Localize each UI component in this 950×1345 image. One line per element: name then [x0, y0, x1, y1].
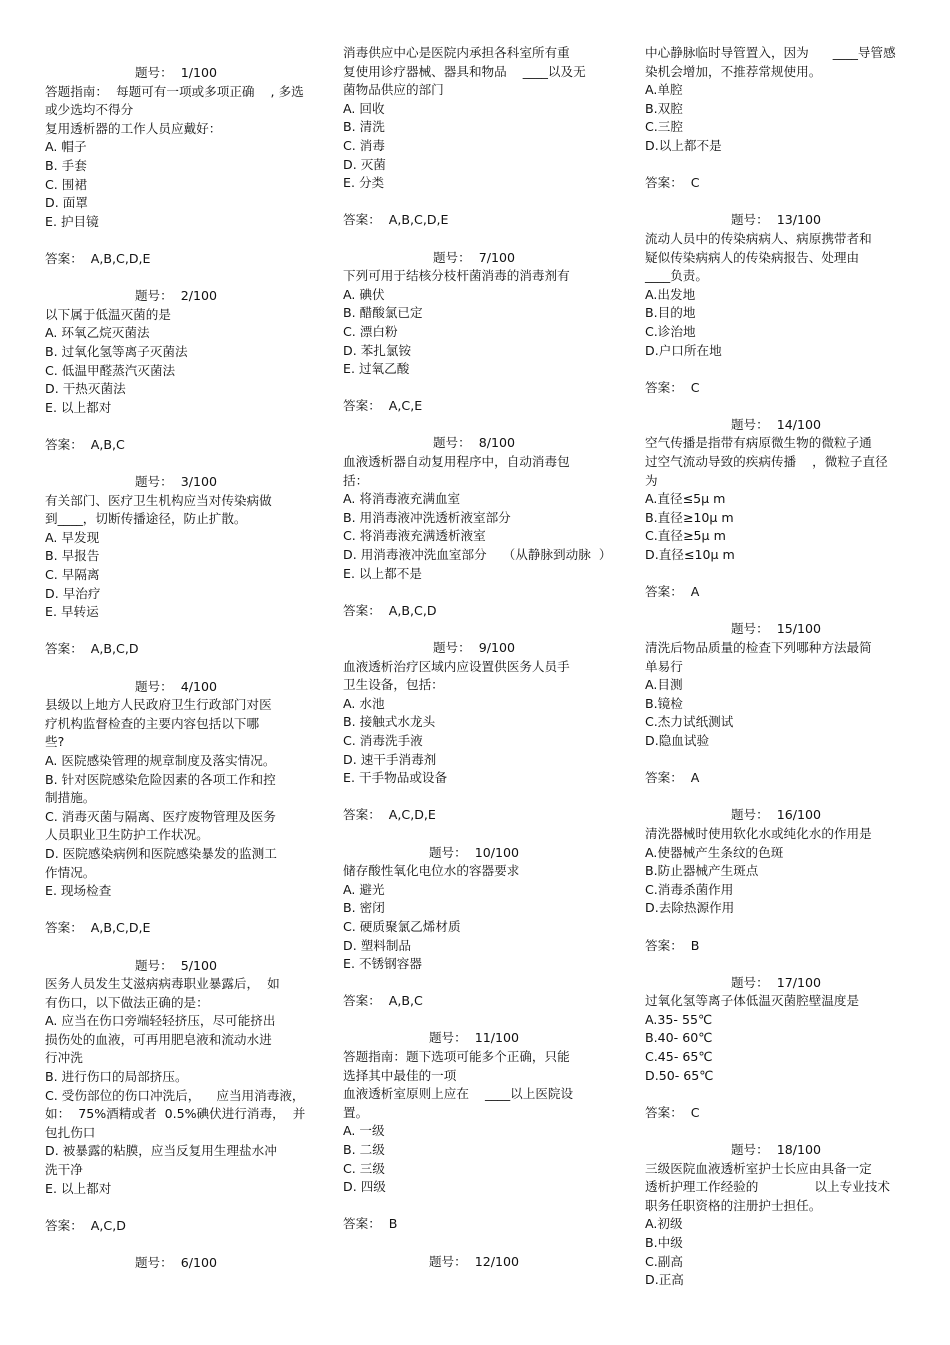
answer-line: 答案： C	[645, 1104, 700, 1120]
column-left	[45, 64, 307, 1273]
blank-line	[343, 193, 605, 212]
question-number: 题号： 7/100	[432, 249, 516, 265]
question-number: 题号： 16/100	[730, 807, 822, 823]
text-line: 括：	[343, 472, 369, 488]
text-line: 复用透析器的工作人员应戴好：	[45, 120, 222, 136]
text-line: 到____，切断传播途径，防止扩散。	[45, 511, 247, 527]
option-line: C.直径≥5μ m	[645, 528, 726, 544]
option-line: D. 医院感染病例和医院感染暴发的监测工	[45, 845, 277, 861]
blank-line	[343, 416, 605, 435]
blank-line	[645, 360, 907, 379]
option-line: B. 用消毒液冲洗透析液室部分	[343, 509, 511, 525]
option-line: E. 护目镜	[45, 213, 99, 229]
option-line: E. 不锈钢容器	[343, 956, 422, 972]
option-line: A.直径≤5μ m	[645, 491, 726, 507]
option-line: E. 现场检查	[45, 883, 112, 899]
text-line: 疑似传染病病人的传染病报告、处理由	[645, 249, 860, 265]
blank-line	[645, 565, 907, 584]
option-line: B. 过氧化氢等离子灭菌法	[45, 343, 188, 359]
option-line: B. 接触式水龙头	[343, 714, 436, 730]
option-line: D.隐血试验	[645, 732, 710, 748]
question-number: 题号： 12/100	[428, 1253, 520, 1269]
option-line: A.初级	[645, 1216, 683, 1232]
column-right	[645, 44, 907, 1290]
blank-line	[343, 825, 605, 844]
question-number: 题号： 13/100	[730, 212, 822, 228]
option-line: B.中级	[645, 1235, 683, 1250]
option-line: B. 清洗	[343, 119, 385, 135]
blank-line	[645, 397, 907, 416]
option-line: B.目的地	[645, 305, 696, 321]
option-line: A.单腔	[645, 82, 683, 98]
blank-line	[645, 1085, 907, 1104]
answer-line: 答案： A	[645, 584, 700, 600]
option-line: E. 过氧乙酸	[343, 361, 410, 377]
answer-line: 答案： A,B,C,D,E	[45, 250, 151, 266]
answer-line: 答案： A,C,D,E	[343, 807, 436, 823]
option-line: A. 水池	[343, 695, 385, 711]
blank-line	[645, 156, 907, 175]
text-line: 人员职业卫生防护工作状况。	[45, 827, 209, 843]
option-line: E. 以上都对	[45, 1180, 112, 1196]
option-line: A.出发地	[645, 286, 696, 302]
answer-line: 答案： B	[343, 1216, 398, 1232]
option-line: C. 消毒灭菌与隔离、医疗废物管理及医务	[45, 808, 276, 824]
blank-line	[645, 751, 907, 770]
text-line: 答题指南： 每题可有一项或多项正确 , 多选	[45, 83, 304, 99]
text-line: 透析护理工作经验的 以上专业技术	[645, 1179, 890, 1195]
text-line: 菌物品供应的部门	[343, 82, 444, 98]
answer-line: 答案： A	[645, 770, 700, 786]
option-line: C.三腔	[645, 119, 683, 135]
text-line: 三级医院血液透析室护士长应由具备一定	[645, 1160, 872, 1176]
question-number: 题号： 15/100	[730, 621, 822, 637]
blank-line	[343, 379, 605, 398]
option-line: D. 灭菌	[343, 156, 386, 172]
option-line: D.直径≤10μ m	[645, 547, 735, 563]
option-line: B. 针对医院感染危险因素的各项工作和控	[45, 771, 276, 787]
text-line: 答题指南：题下选项可能多个正确，只能	[343, 1049, 570, 1065]
blank-line	[343, 230, 605, 249]
option-line: B. 早报告	[45, 548, 100, 564]
question-number: 题号： 17/100	[730, 974, 822, 990]
text-line: 行冲洗	[45, 1050, 83, 1066]
option-line: C. 围裙	[45, 176, 87, 192]
text-line: 储存酸性氧化电位水的容器要求	[343, 863, 520, 879]
option-line: B.直径≥10μ m	[645, 509, 734, 525]
text-line: 过空气流动导致的疾病传播 ，微粒子直径	[645, 454, 888, 470]
blank-line	[45, 938, 307, 957]
option-line: C.45- 65℃	[645, 1049, 713, 1065]
option-line: D. 苯扎氯铵	[343, 342, 412, 358]
question-number: 题号： 6/100	[134, 1255, 218, 1270]
option-line: C. 三级	[343, 1160, 385, 1176]
blank-line	[343, 1234, 605, 1253]
option-line: C.诊治地	[645, 323, 696, 339]
text-line: 医务人员发生艾滋病病毒职业暴露后， 如	[45, 976, 280, 992]
blank-line	[343, 788, 605, 807]
text-line: 如： 75%酒精或者 0.5%碘伏进行消毒， 并	[45, 1106, 306, 1122]
option-line: E. 早转运	[45, 604, 99, 620]
text-line: 以下属于低温灭菌的是	[45, 306, 171, 322]
answer-line: 答案： A,C,D	[45, 1217, 126, 1233]
option-line: D.正高	[645, 1272, 684, 1288]
question-number: 题号： 9/100	[432, 640, 516, 655]
blank-line	[645, 788, 907, 807]
option-line: A. 一级	[343, 1123, 385, 1139]
text-line: 县级以上地方人民政府卫生行政部门对医	[45, 697, 272, 713]
blank-line	[45, 1198, 307, 1217]
blank-line	[343, 620, 605, 639]
text-line: 作情况。	[45, 864, 96, 880]
option-line: B.双腔	[645, 100, 683, 116]
text-line: 选择其中最佳的一项	[343, 1067, 457, 1083]
text-line: 过氧化氢等离子体低温灭菌腔壁温度是	[645, 993, 860, 1009]
option-line: A. 回收	[343, 100, 385, 116]
option-line: C.副高	[645, 1253, 683, 1269]
blank-line	[645, 602, 907, 621]
option-line: A. 应当在伤口旁端轻轻挤压，尽可能挤出	[45, 1013, 276, 1029]
answer-line: 答案： A,B,C,D	[343, 602, 437, 618]
answer-line: 答案： B	[645, 937, 700, 953]
text-line: 流动人员中的传染病病人、病原携带者和	[645, 230, 872, 246]
text-line: 中心静脉临时导管置入，因为 ____导管感	[645, 45, 896, 60]
question-number: 题号： 2/100	[134, 288, 218, 304]
answer-line: 答案： A,B,C	[45, 436, 125, 452]
option-line: C. 消毒	[343, 137, 385, 153]
blank-line	[45, 1235, 307, 1254]
blank-line	[45, 417, 307, 436]
answer-line: 答案： A,B,C	[343, 993, 423, 1009]
option-line: B. 二级	[343, 1142, 385, 1158]
blank-line	[645, 193, 907, 212]
blank-line	[45, 231, 307, 250]
text-line: 疗机构监督检查的主要内容包括以下哪	[45, 715, 260, 731]
option-line: A. 医院感染管理的规章制度及落实情况。	[45, 752, 276, 768]
option-line: C. 将消毒液充满透析液室	[343, 528, 486, 544]
option-line: E. 干手物品或设备	[343, 770, 448, 786]
option-line: D. 早治疗	[45, 585, 101, 601]
text-line: 消毒供应中心是医院内承担各科室所有重	[343, 45, 570, 60]
question-number: 题号： 8/100	[432, 435, 516, 451]
text-line: 血液透析室原则上应在 ____以上医院设	[343, 1086, 574, 1102]
option-line: B.40- 60℃	[645, 1030, 713, 1046]
option-line: A.目测	[645, 677, 683, 693]
option-line: B. 密闭	[343, 900, 385, 916]
question-number: 题号： 18/100	[730, 1142, 822, 1158]
blank-line	[645, 918, 907, 937]
blank-line	[45, 269, 307, 288]
option-line: C. 低温甲醛蒸汽灭菌法	[45, 362, 176, 378]
option-line: D.以上都不是	[645, 137, 722, 153]
option-line: B. 进行伤口的局部挤压。	[45, 1069, 188, 1085]
blank-line	[343, 583, 605, 602]
option-line: E. 分类	[343, 175, 385, 191]
blank-line	[645, 1122, 907, 1141]
option-line: B.镜检	[645, 695, 683, 711]
text-line: 损伤处的血液，可再用肥皂液和流动水进	[45, 1031, 272, 1047]
option-line: A. 将消毒液充满血室	[343, 491, 461, 507]
question-number: 题号： 1/100	[134, 65, 218, 80]
text-line: ____负责。	[645, 268, 708, 284]
question-number: 题号： 3/100	[134, 474, 218, 490]
option-line: E. 以上都不是	[343, 565, 422, 581]
option-line: C.杰力试纸测试	[645, 714, 734, 730]
answer-line: 答案： C	[645, 175, 700, 191]
option-line: A. 避光	[343, 881, 385, 897]
option-line: D. 面罩	[45, 195, 88, 211]
text-line: 单易行	[645, 658, 683, 674]
text-line: 清洗后物品质量的检查下列哪种方法最简	[645, 640, 872, 655]
text-line: 清洗器械时使用软化水或纯化水的作用是	[645, 825, 872, 841]
question-number: 题号： 5/100	[134, 957, 218, 973]
option-line: C. 受伤部位的伤口冲洗后， 应当用消毒液，	[45, 1087, 305, 1103]
option-line: D. 塑料制品	[343, 937, 412, 953]
option-line: D. 四级	[343, 1179, 386, 1195]
text-line: 空气传播是指带有病原微生物的微粒子通	[645, 435, 872, 451]
option-line: A. 早发现	[45, 529, 100, 545]
text-line: 有伤口，以下做法正确的是：	[45, 994, 209, 1010]
option-line: A.35- 55℃	[645, 1011, 713, 1027]
option-line: C. 消毒洗手液	[343, 732, 423, 748]
text-line: 制措施。	[45, 790, 96, 806]
option-line: A. 碘伏	[343, 286, 385, 302]
option-line: B.防止器械产生斑点	[645, 863, 759, 879]
blank-line	[343, 1011, 605, 1030]
question-number: 题号： 14/100	[730, 416, 822, 432]
text-line: 下列可用于结核分枝杆菌消毒的消毒剂有	[343, 268, 570, 284]
text-line: 复使用诊疗器械、器具和物品 ____以及无	[343, 63, 586, 79]
blank-line	[45, 901, 307, 920]
option-line: C.消毒杀菌作用	[645, 881, 734, 897]
option-line: A. 环氧乙烷灭菌法	[45, 325, 150, 341]
option-line: B. 手套	[45, 157, 87, 173]
option-line: C. 早隔离	[45, 567, 100, 583]
option-line: C. 漂白粉	[343, 323, 398, 339]
text-line: 血液透析器自动复用程序中，自动消毒包	[343, 454, 570, 470]
blank-line	[343, 974, 605, 993]
text-line: 些?	[45, 734, 65, 750]
option-line: D. 用消毒液冲洗血室部分 （从静脉到动脉 ）	[343, 547, 612, 563]
answer-line: 答案： A,B,C,D,E	[343, 212, 449, 228]
text-line: 染机会增加，不推荐常规使用。	[645, 63, 822, 79]
text-line: 职务任职资格的注册护士担任。	[645, 1197, 822, 1213]
question-number: 题号： 11/100	[428, 1030, 520, 1046]
text-line: 有关部门、医疗卫生机构应当对传染病做	[45, 492, 272, 508]
text-line: 血液透析治疗区域内应设置供医务人员手	[343, 658, 570, 674]
answer-line: 答案： C	[645, 379, 700, 395]
answer-line: 答案： A,B,C,D,E	[45, 920, 151, 936]
option-line: D. 干热灭菌法	[45, 381, 126, 397]
option-line: D. 速干手消毒剂	[343, 751, 437, 767]
option-line: D.50- 65℃	[645, 1067, 714, 1083]
text-line: 洗干净	[45, 1162, 83, 1178]
blank-line	[343, 1197, 605, 1216]
blank-line	[45, 622, 307, 641]
answer-line: 答案： A,B,C,D	[45, 641, 139, 657]
text-line: 置。	[343, 1104, 369, 1120]
answer-line: 答案： A,C,E	[343, 398, 423, 414]
option-line: C. 硬质聚氯乙烯材质	[343, 918, 461, 934]
blank-line	[645, 955, 907, 974]
blank-line	[45, 454, 307, 473]
text-line: 卫生设备，包括：	[343, 677, 444, 693]
question-number: 题号： 10/100	[428, 844, 520, 860]
text-line: 包扎伤口	[45, 1124, 96, 1140]
question-number: 题号： 4/100	[134, 678, 218, 694]
option-line: D.去除热源作用	[645, 900, 735, 916]
option-line: D. 被暴露的粘膜，应当反复用生理盐水冲	[45, 1143, 277, 1159]
blank-line	[45, 659, 307, 678]
text-line: 为	[645, 472, 658, 488]
option-line: A. 帽子	[45, 139, 87, 155]
option-line: A.使器械产生条纹的色斑	[645, 844, 784, 860]
option-line: E. 以上都对	[45, 399, 112, 415]
option-line: B. 醋酸氯已定	[343, 305, 423, 321]
text-line: 或少选均不得分	[45, 102, 134, 118]
column-middle	[343, 44, 612, 1271]
option-line: D.户口所在地	[645, 342, 722, 358]
